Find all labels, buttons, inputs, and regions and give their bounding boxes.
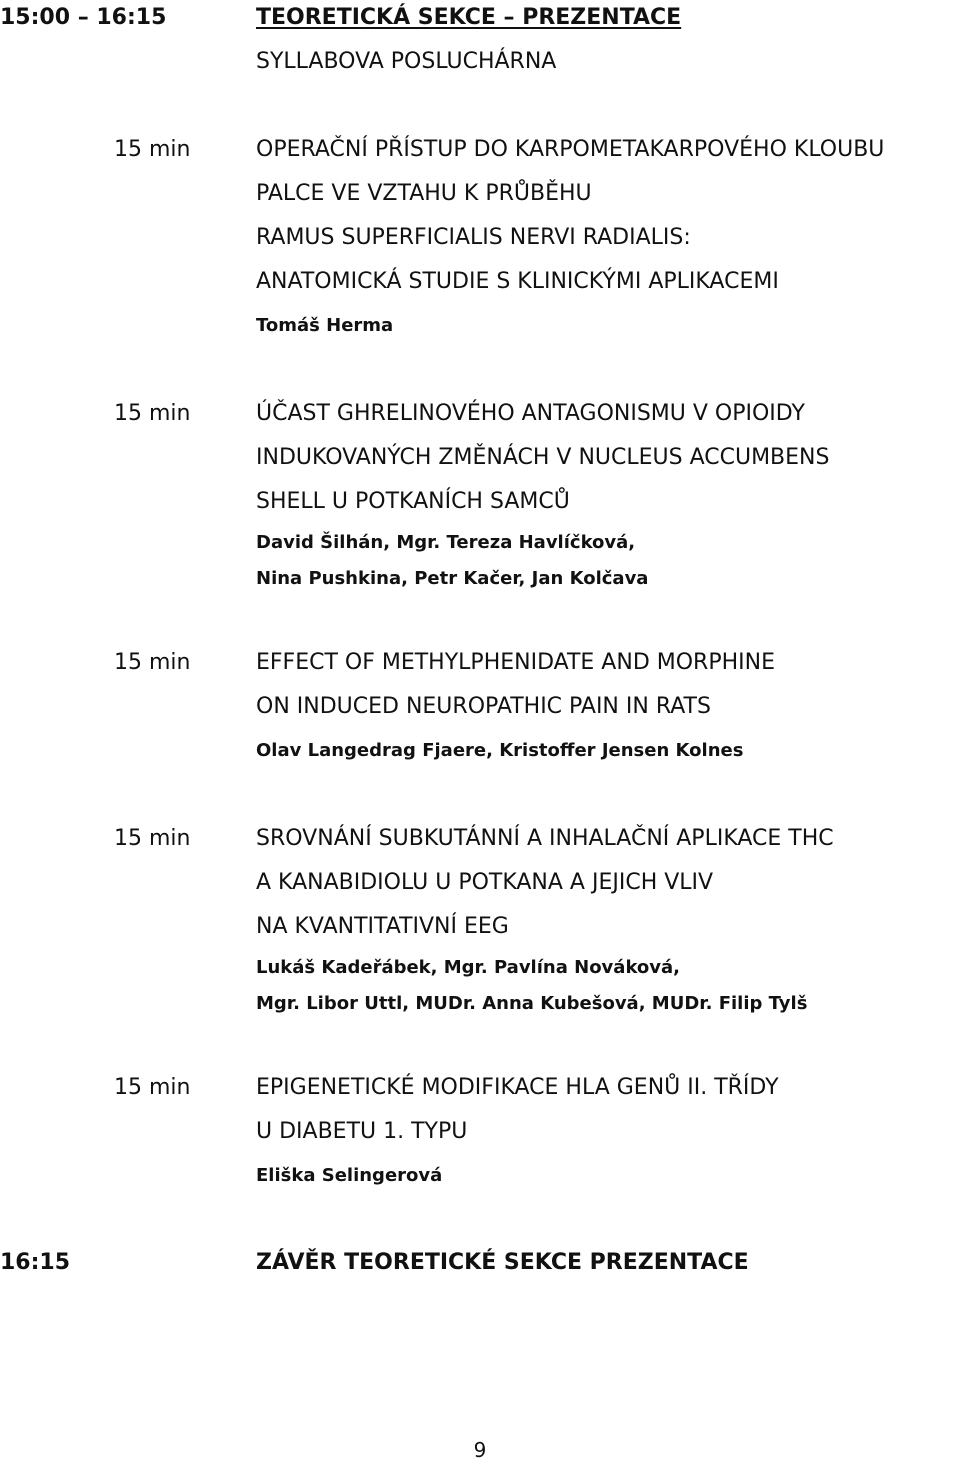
talk-4-title-line-2: A KANABIDIOLU U POTKANA A JEJICH VLIV	[256, 870, 714, 895]
talk-2-authors-line-2: Nina Pushkina, Petr Kačer, Jan Kolčava	[256, 568, 649, 589]
section-end-title: ZÁVĚR TEORETICKÉ SEKCE PREZENTACE	[256, 1250, 749, 1275]
talk-4-title-line-3: NA KVANTITATIVNÍ EEG	[256, 914, 509, 939]
talk-1-authors: Tomáš Herma	[256, 315, 394, 336]
section-end-time: 16:15	[0, 1250, 71, 1275]
talk-4-title-line-1: SROVNÁNÍ SUBKUTÁNNÍ A INHALAČNÍ APLIKACE THC	[256, 826, 834, 851]
talk-4-duration: 15 min	[114, 826, 191, 851]
talk-3-title-line-1: EFFECT OF METHYLPHENIDATE AND MORPHINE	[256, 650, 775, 675]
talk-1-title-line-2: PALCE VE VZTAHU K PRŮBĚHU	[256, 181, 592, 206]
talk-3-duration: 15 min	[114, 650, 191, 675]
talk-2-duration: 15 min	[114, 401, 191, 426]
talk-1-duration: 15 min	[114, 137, 191, 162]
talk-1-title-line-4: ANATOMICKÁ STUDIE S KLINICKÝMI APLIKACEMI	[256, 269, 779, 294]
talk-5-title-line-2: U DIABETU 1. TYPU	[256, 1119, 468, 1144]
section-room: SYLLABOVA POSLUCHÁRNA	[256, 49, 557, 74]
talk-2-title-line-1: ÚČAST GHRELINOVÉHO ANTAGONISMU V OPIOIDY	[256, 401, 805, 426]
talk-2-title-line-3: SHELL U POTKANÍCH SAMCŮ	[256, 489, 570, 514]
talk-5-authors: Eliška Selingerová	[256, 1165, 443, 1186]
talk-5-title-line-1: EPIGENETICKÉ MODIFIKACE HLA GENŮ II. TŘÍDY	[256, 1075, 779, 1100]
page-number: 9	[473, 1438, 487, 1462]
talk-1-title-line-3: RAMUS SUPERFICIALIS NERVI RADIALIS:	[256, 225, 691, 250]
talk-4-authors-line-2: Mgr. Libor Uttl, MUDr. Anna Kubešová, MUDr. Filip Tylš	[256, 993, 808, 1014]
talk-1-title-line-1: OPERAČNÍ PŘÍSTUP DO KARPOMETAKARPOVÉHO KLOUBU	[256, 137, 885, 162]
talk-3-authors: Olav Langedrag Fjaere, Kristoffer Jensen Kolnes	[256, 740, 744, 761]
talk-3-title-line-2: ON INDUCED NEUROPATHIC PAIN IN RATS	[256, 694, 711, 719]
talk-5-duration: 15 min	[114, 1075, 191, 1100]
section-start-time: 15:00 – 16:15	[0, 5, 167, 30]
talk-4-authors-line-1: Lukáš Kadeřábek, Mgr. Pavlína Nováková,	[256, 957, 681, 978]
talk-2-authors-line-1: David Šilhán, Mgr. Tereza Havlíčková,	[256, 532, 636, 553]
section-start-title: TEORETICKÁ SEKCE – PREZENTACE	[256, 5, 682, 30]
talk-2-title-line-2: INDUKOVANÝCH ZMĚNÁCH V NUCLEUS ACCUMBENS	[256, 445, 830, 470]
